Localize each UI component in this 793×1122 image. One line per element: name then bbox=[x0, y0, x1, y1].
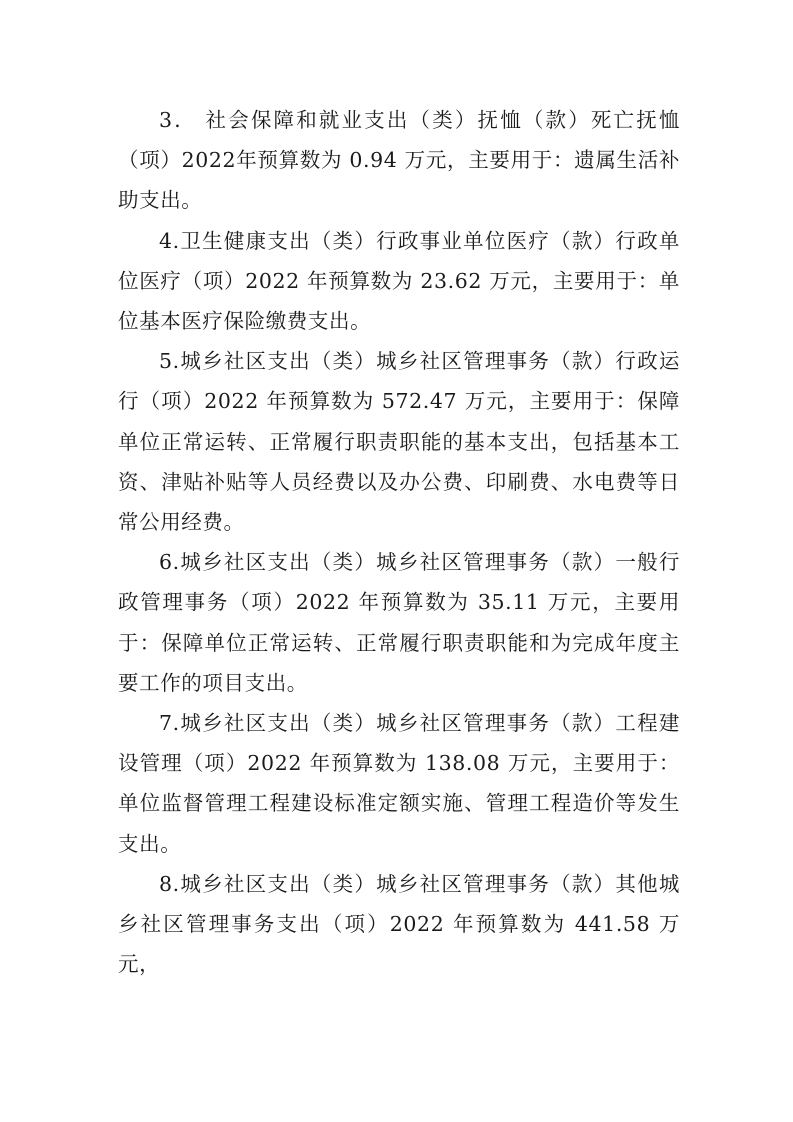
paragraph-social-security-death-pension: 3． 社会保障和就业支出（类）抚恤（款）死亡抚恤（项）2022年预算数为 0.94 万元，主要用于：遗属生活补助支出。 bbox=[118, 108, 680, 213]
paragraph-community-engineering-management: 7.城乡社区支出（类）城乡社区管理事务（款）工程建设管理（项）2022 年预算数为 138.08 万元，主要用于：单位监督管理工程建设标准定额实施、管理工程造价等发生支出。 bbox=[118, 711, 680, 856]
paragraph-health-medical: 4.卫生健康支出（类）行政事业单位医疗（款）行政单位医疗（项）2022 年预算数为 23.62 万元，主要用于：单位基本医疗保险缴费支出。 bbox=[118, 228, 680, 334]
paragraph-community-general-admin: 6.城乡社区支出（类）城乡社区管理事务（款）一般行政管理事务（项）2022 年预算数为 35.11 万元，主要用于：保障单位正常运转、正常履行职责职能和为完成年度主要工作的项目支出。 bbox=[118, 550, 680, 695]
document-body bbox=[118, 100, 680, 984]
paragraph-community-other-affairs: 8.城乡社区支出（类）城乡社区管理事务（款）其他城乡社区管理事务支出（项）2022 年预算数为 441.58 万元， bbox=[118, 871, 680, 977]
paragraph-community-admin-operation: 5.城乡社区支出（类）城乡社区管理事务（款）行政运行（项）2022 年预算数为 572.47 万元，主要用于：保障单位正常运转、正常履行职责职能的基本支出，包括基本工资、津贴补贴等人员经费以及办公费、印刷费、水电费等日常公用经费。 bbox=[118, 349, 680, 535]
